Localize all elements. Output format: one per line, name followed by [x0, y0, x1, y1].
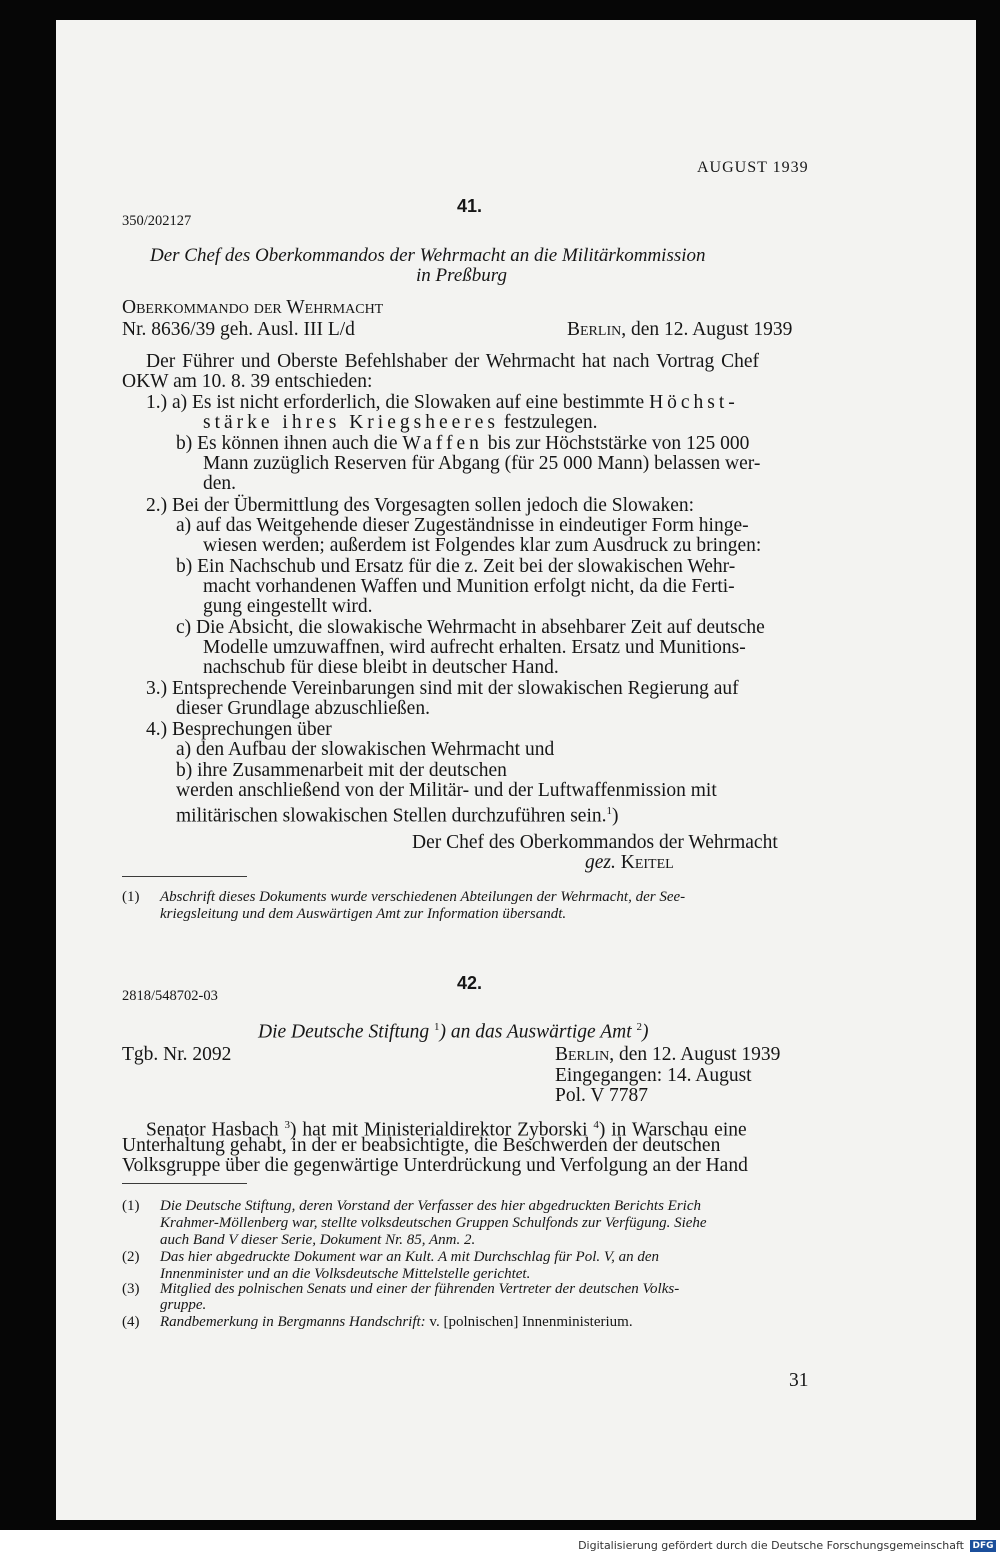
date-text: , den 12. August 1939: [621, 319, 793, 340]
reference-number-41: Nr. 8636/39 geh. Ausl. III L/d: [122, 319, 355, 340]
list-item-2a: a) auf das Weitgehende dieser Zugeständnisse in eindeutiger Form hinge-: [176, 515, 749, 536]
footnote-text: gruppe.: [160, 1297, 207, 1313]
emphasis-spaced: Waffen: [402, 433, 483, 454]
emphasis-spaced: Höchst-: [649, 392, 739, 413]
body-line: wiesen werden; außerdem ist Folgendes klar zum Ausdruck zu bringen:: [203, 535, 762, 556]
list-item-2b: b) Ein Nachschub und Ersatz für die z. Zeit bei der slowakischen Wehr-: [176, 556, 736, 577]
body-text: ): [612, 805, 619, 827]
document-title-41-line2: in Preßburg: [416, 265, 507, 286]
document-number-41: 41.: [457, 196, 483, 216]
list-item-4: 4.) Besprechungen über: [146, 719, 332, 740]
footnote-marker: (1): [122, 889, 140, 905]
body-text: Senator Hasbach: [146, 1119, 279, 1141]
footnote-italic: Randbemerkung in Bergmanns Handschrift:: [160, 1314, 426, 1330]
received-date: Eingegangen: 14. August: [555, 1065, 752, 1086]
list-item-1a: [146, 393, 739, 413]
pol-reference: Pol. V 7787: [555, 1085, 649, 1106]
body-line: dieser Grundlage abzuschließen.: [176, 698, 430, 719]
title-text: Die Deutsche Stiftung: [258, 1021, 430, 1043]
footnote-divider: [122, 876, 247, 877]
list-item-1a-cont: [203, 413, 598, 433]
list-text: b) Es können ihnen auch die: [176, 433, 398, 454]
body-line: den.: [203, 473, 237, 494]
sender-name-41: Oberkommando der Wehrmacht: [122, 297, 384, 318]
footnote-ref: 1: [434, 1021, 440, 1033]
list-text: 1.) a) Es ist nicht erforderlich, die Slowaken auf eine bestimmte: [146, 392, 645, 413]
footnote-text: [160, 1314, 633, 1330]
footnote-text: Abschrift dieses Dokuments wurde verschiedenen Abteilungen der Wehrmacht, der See-: [160, 889, 686, 905]
emphasis-spaced: stärke ihres Kriegsheeres: [203, 412, 499, 433]
footnote-marker: (3): [122, 1281, 140, 1297]
date-text: , den 12. August 1939: [609, 1044, 781, 1065]
list-item-1b: [176, 434, 749, 454]
place-berlin: Berlin: [567, 319, 622, 340]
footnote-text: Krahmer-Möllenberg war, stellte volksdeutschen Gruppen Schulfonds zur Verfügung. Siehe: [160, 1215, 707, 1231]
footnote-marker: (4): [122, 1314, 140, 1330]
body-line: Der Führer und Oberste Befehlshaber der Wehrmacht hat nach Vortrag Chef: [146, 351, 759, 372]
list-item-2c: c) Die Absicht, die slowakische Wehrmacht in absehbarer Zeit auf deutsche: [176, 617, 765, 638]
list-item-4b: b) ihre Zusammenarbeit mit der deutschen: [176, 760, 507, 781]
body-text: ) in Warschau eine: [598, 1119, 747, 1141]
credit-text[interactable]: Digitalisierung gefördert durch die Deutsche Forschungsgemeinschaft: [578, 1539, 964, 1552]
footnote-ref: 1: [606, 805, 613, 817]
list-text: bis zur Höchststärke von 125 000: [487, 433, 750, 454]
body-line: gung eingestellt wird.: [203, 596, 373, 617]
body-line: Modelle umzuwaffnen, wird aufrecht erhalten. Ersatz und Munitions-: [203, 637, 746, 658]
file-reference-41: 350/202127: [122, 213, 192, 229]
place-date-42: [555, 1045, 780, 1065]
body-line: macht vorhandenen Waffen und Munition erfolgt nicht, da die Ferti-: [203, 576, 735, 597]
reference-number-42: Tgb. Nr. 2092: [122, 1044, 232, 1065]
signature-prefix: gez.: [585, 852, 616, 873]
running-title: AUGUST 1939: [697, 159, 809, 176]
footnote-text: auch Band V dieser Serie, Dokument Nr. 85, Anm. 2.: [160, 1232, 476, 1248]
document-number-42: 42.: [457, 973, 483, 993]
signature-name: [585, 853, 674, 873]
signer: Keitel: [620, 852, 674, 873]
body-line: Volksgruppe über die gegenwärtige Unterdrückung und Verfolgung an der Hand: [122, 1155, 748, 1176]
body-text: ) hat mit Ministerialdirektor Zyborski: [289, 1119, 588, 1141]
body-line: werden anschließend von der Militär- und der Luftwaffenmission mit: [176, 780, 717, 801]
footnote-ref: 3: [284, 1119, 290, 1131]
body-line: nachschub für diese bleibt in deutscher Hand.: [203, 657, 559, 678]
footnote-text: Die Deutsche Stiftung, deren Vorstand der Verfasser des hier abgedruckten Berichts Erich: [160, 1198, 702, 1214]
title-text: ) an das Auswärtige Amt: [439, 1021, 632, 1043]
footnote-marker: (2): [122, 1249, 140, 1265]
footnote-text: kriegsleitung und dem Auswärtigen Amt zur Information übersandt.: [160, 906, 567, 922]
place-berlin: Berlin: [555, 1044, 610, 1065]
footnote-text: Innenminister und an die Volksdeutsche Mittelstelle gerichtet.: [160, 1266, 531, 1282]
body-line: Mann zuzüglich Reserven für Abgang (für 25 000 Mann) belassen wer-: [203, 453, 761, 474]
list-item-3: 3.) Entsprechende Vereinbarungen sind mit der slowakischen Regierung auf: [146, 678, 739, 699]
list-text: festzulegen.: [503, 412, 598, 433]
footnote-text: Mitglied des polnischen Senats und einer der führenden Vertreter der deutschen Volks-: [160, 1281, 680, 1297]
place-date-41: [567, 320, 792, 340]
title-text: ): [642, 1021, 649, 1043]
file-reference-42: 2818/548702-03: [122, 988, 218, 1004]
footnote-roman: v. [polnischen] Innenministerium.: [429, 1314, 633, 1330]
footnote-ref: 4: [593, 1119, 599, 1131]
footnote-divider: [122, 1183, 247, 1184]
body-line-last: [176, 801, 619, 827]
footnote-ref: 2: [636, 1021, 643, 1033]
document-title-42: [258, 1017, 649, 1043]
body-text: militärischen slowakischen Stellen durchzuführen sein.: [176, 805, 607, 827]
dfg-logo-icon[interactable]: DFG: [970, 1540, 996, 1552]
signature-title: Der Chef des Oberkommandos der Wehrmacht: [412, 832, 778, 853]
document-title-41: Der Chef des Oberkommandos der Wehrmacht an die Militärkommission: [150, 245, 706, 266]
footnote-marker: (1): [122, 1198, 140, 1214]
footnote-text: Das hier abgedruckte Dokument war an Kult. A mit Durchschlag für Pol. V, an den: [160, 1249, 659, 1265]
body-line: OKW am 10. 8. 39 entschieden:: [122, 371, 373, 392]
list-item-2: 2.) Bei der Übermittlung des Vorgesagten sollen jedoch die Slowaken:: [146, 495, 695, 516]
page-number: 31: [789, 1370, 809, 1391]
body-line: Unterhaltung gehabt, in der er beabsichtigte, die Beschwerden der deutschen: [122, 1135, 721, 1156]
list-item-4a: a) den Aufbau der slowakischen Wehrmacht und: [176, 739, 555, 760]
